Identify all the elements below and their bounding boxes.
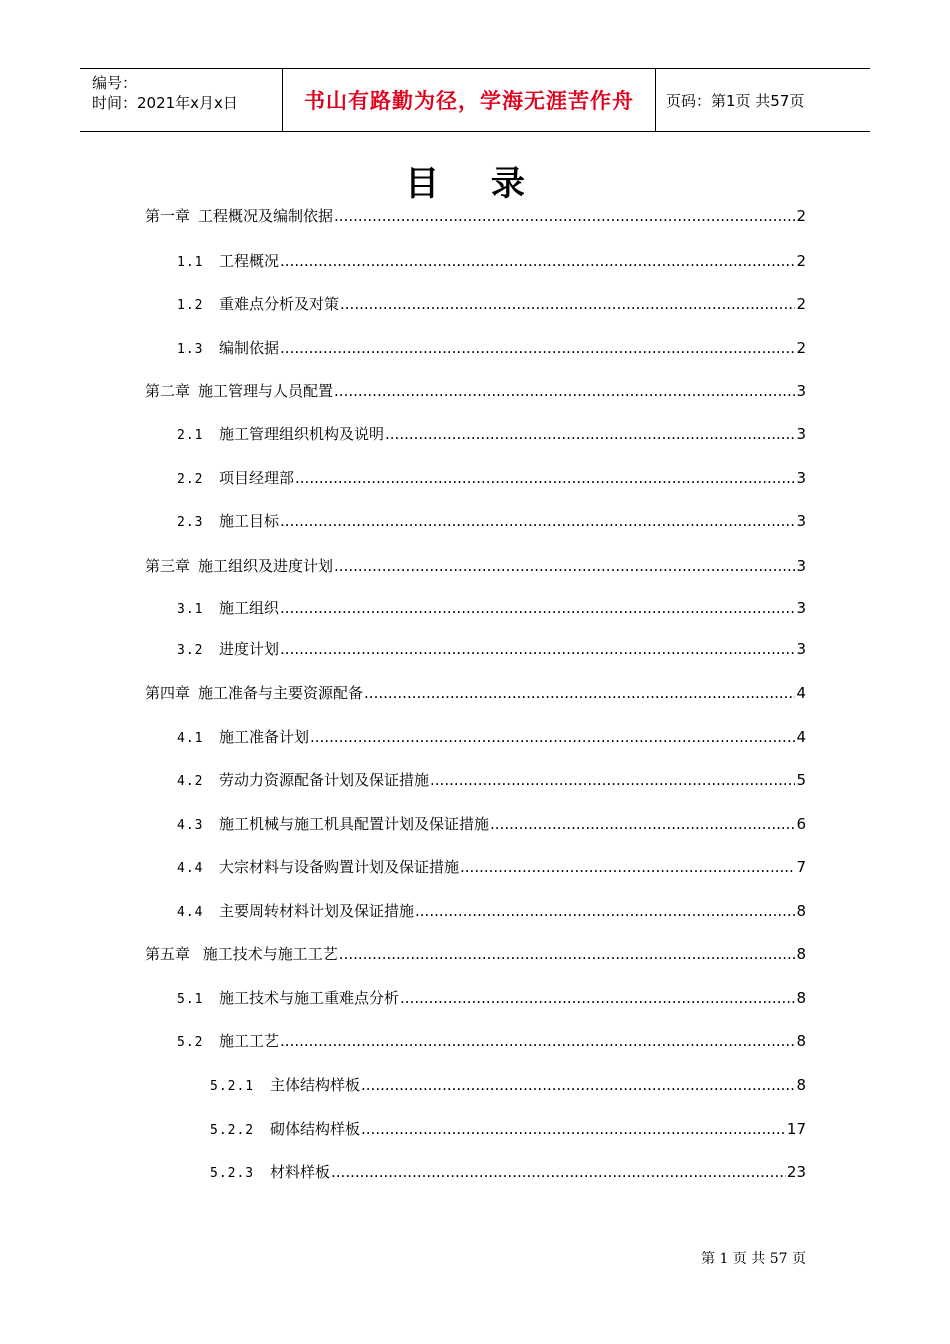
toc-dot-leader: [334, 380, 795, 402]
toc-entry-title: 编制依据: [219, 339, 280, 357]
toc-entry-title: 施工管理与人员配置: [198, 382, 334, 400]
toc-entry[interactable]: [177, 900, 806, 922]
toc-entry[interactable]: [210, 1074, 806, 1096]
toc-entry-page: 8: [796, 1032, 806, 1050]
toc-entry-title: 工程概况: [219, 252, 280, 270]
toc-entry[interactable]: [177, 293, 806, 315]
toc-entry-number: 5.2.3: [210, 1166, 255, 1181]
toc-entry[interactable]: [210, 1118, 806, 1140]
toc-dot-leader: [280, 510, 795, 532]
toc-entry-number: 第一章: [145, 207, 191, 225]
toc-entry[interactable]: [145, 555, 806, 577]
toc-entry-number: 5.2.1: [210, 1079, 255, 1094]
toc-entry-title: 施工准备与主要资源配备: [198, 684, 364, 702]
toc-entry-number: 第二章: [145, 382, 191, 400]
toc-dot-leader: [280, 337, 795, 359]
toc-entry-title: 施工管理组织机构及说明: [219, 425, 385, 443]
toc-entry-title: 施工组织: [219, 599, 280, 617]
toc-dot-leader: [400, 987, 795, 1009]
toc-entry-title: 主要周转材料计划及保证措施: [219, 902, 415, 920]
toc-dot-leader: [339, 943, 796, 965]
toc-entry-page: 3: [796, 640, 806, 658]
toc-dot-leader: [385, 423, 795, 445]
toc-entry-number: 1.3: [177, 342, 204, 357]
toc-entry[interactable]: [177, 987, 806, 1009]
toc-entry-title: 施工技术与施工工艺: [198, 945, 338, 963]
toc-entry-title: 施工机械与施工机具配置计划及保证措施: [219, 815, 490, 833]
toc-entry[interactable]: [177, 423, 806, 445]
toc-entry[interactable]: [177, 813, 806, 835]
toc-dot-leader: [460, 856, 795, 878]
toc-entry-title: 劳动力资源配备计划及保证措施: [219, 771, 430, 789]
toc-entry-title: 工程概况及编制依据: [198, 207, 334, 225]
toc-dot-leader: [361, 1074, 795, 1096]
toc-entry-page: 8: [796, 945, 806, 963]
toc-dot-leader: [280, 597, 795, 619]
toc-dot-leader: [430, 769, 795, 791]
toc-dot-leader: [280, 250, 795, 272]
toc-dot-leader: [280, 1030, 795, 1052]
toc-entry-page: 3: [796, 425, 806, 443]
toc-entry[interactable]: [145, 943, 806, 965]
toc-entry-page: 3: [796, 382, 806, 400]
header-number-label: 编号：: [92, 74, 138, 92]
toc-entry[interactable]: [177, 337, 806, 359]
header-motto: 书山有路勤为径，学海无涯苦作舟: [282, 69, 656, 131]
toc-entry-page: 4: [796, 684, 806, 702]
toc-entry-page: 3: [796, 599, 806, 617]
toc-entry-number: 4.2: [177, 774, 204, 789]
toc-entry[interactable]: [177, 467, 806, 489]
toc-entry-page: 3: [796, 557, 806, 575]
toc-entry-number: 5.2: [177, 1035, 204, 1050]
toc-entry-page: 3: [796, 512, 806, 530]
toc-entry-page: 2: [796, 252, 806, 270]
toc-entry-page: 7: [796, 858, 806, 876]
toc-dot-leader: [361, 1118, 786, 1140]
page-footer: 第 1 页 共 57 页: [701, 1251, 806, 1267]
toc-entry[interactable]: [145, 205, 806, 227]
toc-entry-title: 进度计划: [219, 640, 280, 658]
toc-entry[interactable]: [145, 682, 806, 704]
toc-dot-leader: [280, 638, 795, 660]
toc-entry-number: 2.1: [177, 428, 204, 443]
toc-entry-title: 施工技术与施工重难点分析: [219, 989, 400, 1007]
toc-entry-page: 23: [786, 1163, 806, 1181]
toc-entry-number: 4.1: [177, 731, 204, 746]
toc-dot-leader: [334, 205, 795, 227]
toc-entry[interactable]: [177, 726, 806, 748]
toc-entry-title: 项目经理部: [219, 469, 295, 487]
toc-entry[interactable]: [177, 250, 806, 272]
toc-entry-page: 17: [786, 1120, 806, 1138]
toc-entry-number: 4.4: [177, 861, 204, 876]
toc-dot-leader: [331, 1161, 786, 1183]
toc-entry-page: 6: [796, 815, 806, 833]
toc-entry-title: 材料样板: [270, 1163, 331, 1181]
toc-entry-title: 主体结构样板: [270, 1076, 361, 1094]
toc-entry[interactable]: [177, 769, 806, 791]
toc-entry[interactable]: [177, 597, 806, 619]
toc-entry-number: 2.2: [177, 472, 204, 487]
toc-entry-title: 施工准备计划: [219, 728, 310, 746]
toc-entry-page: 2: [796, 295, 806, 313]
toc-entry-number: 3.1: [177, 602, 204, 617]
toc-entry-number: 第四章: [145, 684, 191, 702]
toc-dot-leader: [295, 467, 795, 489]
toc-entry-number: 5.1: [177, 992, 204, 1007]
toc-entry-page: 4: [796, 728, 806, 746]
toc-entry-page: 8: [796, 989, 806, 1007]
toc-entry-page: 5: [796, 771, 806, 789]
toc-entry-title: 施工组织及进度计划: [198, 557, 334, 575]
toc-entry-number: 2.3: [177, 515, 204, 530]
toc-entry[interactable]: [177, 638, 806, 660]
toc-entry-number: 4.3: [177, 818, 204, 833]
toc-dot-leader: [340, 293, 795, 315]
header-meta: [80, 69, 282, 131]
toc-entry-title: 施工目标: [219, 512, 280, 530]
toc-entry-title: 砌体结构样板: [270, 1120, 361, 1138]
toc-entry-page: 8: [796, 1076, 806, 1094]
toc-entry-number: 第五章: [145, 945, 191, 963]
toc-entry-number: 1.2: [177, 298, 204, 313]
toc-dot-leader: [490, 813, 795, 835]
toc-entry[interactable]: [145, 380, 806, 402]
toc-entry[interactable]: [177, 1030, 806, 1052]
toc-entry-number: 5.2.2: [210, 1123, 255, 1138]
toc-dot-leader: [310, 726, 795, 748]
page-title: 目 录: [405, 164, 545, 204]
toc-entry[interactable]: [177, 856, 806, 878]
toc-dot-leader: [364, 682, 795, 704]
toc-dot-leader: [415, 900, 795, 922]
toc-entry-title: 大宗材料与设备购置计划及保证措施: [219, 858, 460, 876]
toc-entry-title: 施工工艺: [219, 1032, 280, 1050]
toc-entry-title: 重难点分析及对策: [219, 295, 340, 313]
toc-entry-number: 3.2: [177, 643, 204, 658]
toc-entry-page: 2: [796, 339, 806, 357]
toc-dot-leader: [334, 555, 795, 577]
page-header: [80, 68, 870, 132]
toc-entry-page: 8: [796, 902, 806, 920]
header-time-label: 时间：2021年x月x日: [92, 94, 238, 112]
toc-entry-page: 2: [796, 207, 806, 225]
toc-entry-number: 4.4: [177, 905, 204, 920]
header-page-info: 页码：第1页 共57页: [666, 91, 805, 110]
toc-entry-number: 第三章: [145, 557, 191, 575]
toc-entry[interactable]: [177, 510, 806, 532]
toc-entry[interactable]: [210, 1161, 806, 1183]
toc-entry-number: 1.1: [177, 255, 204, 270]
toc-entry-page: 3: [796, 469, 806, 487]
